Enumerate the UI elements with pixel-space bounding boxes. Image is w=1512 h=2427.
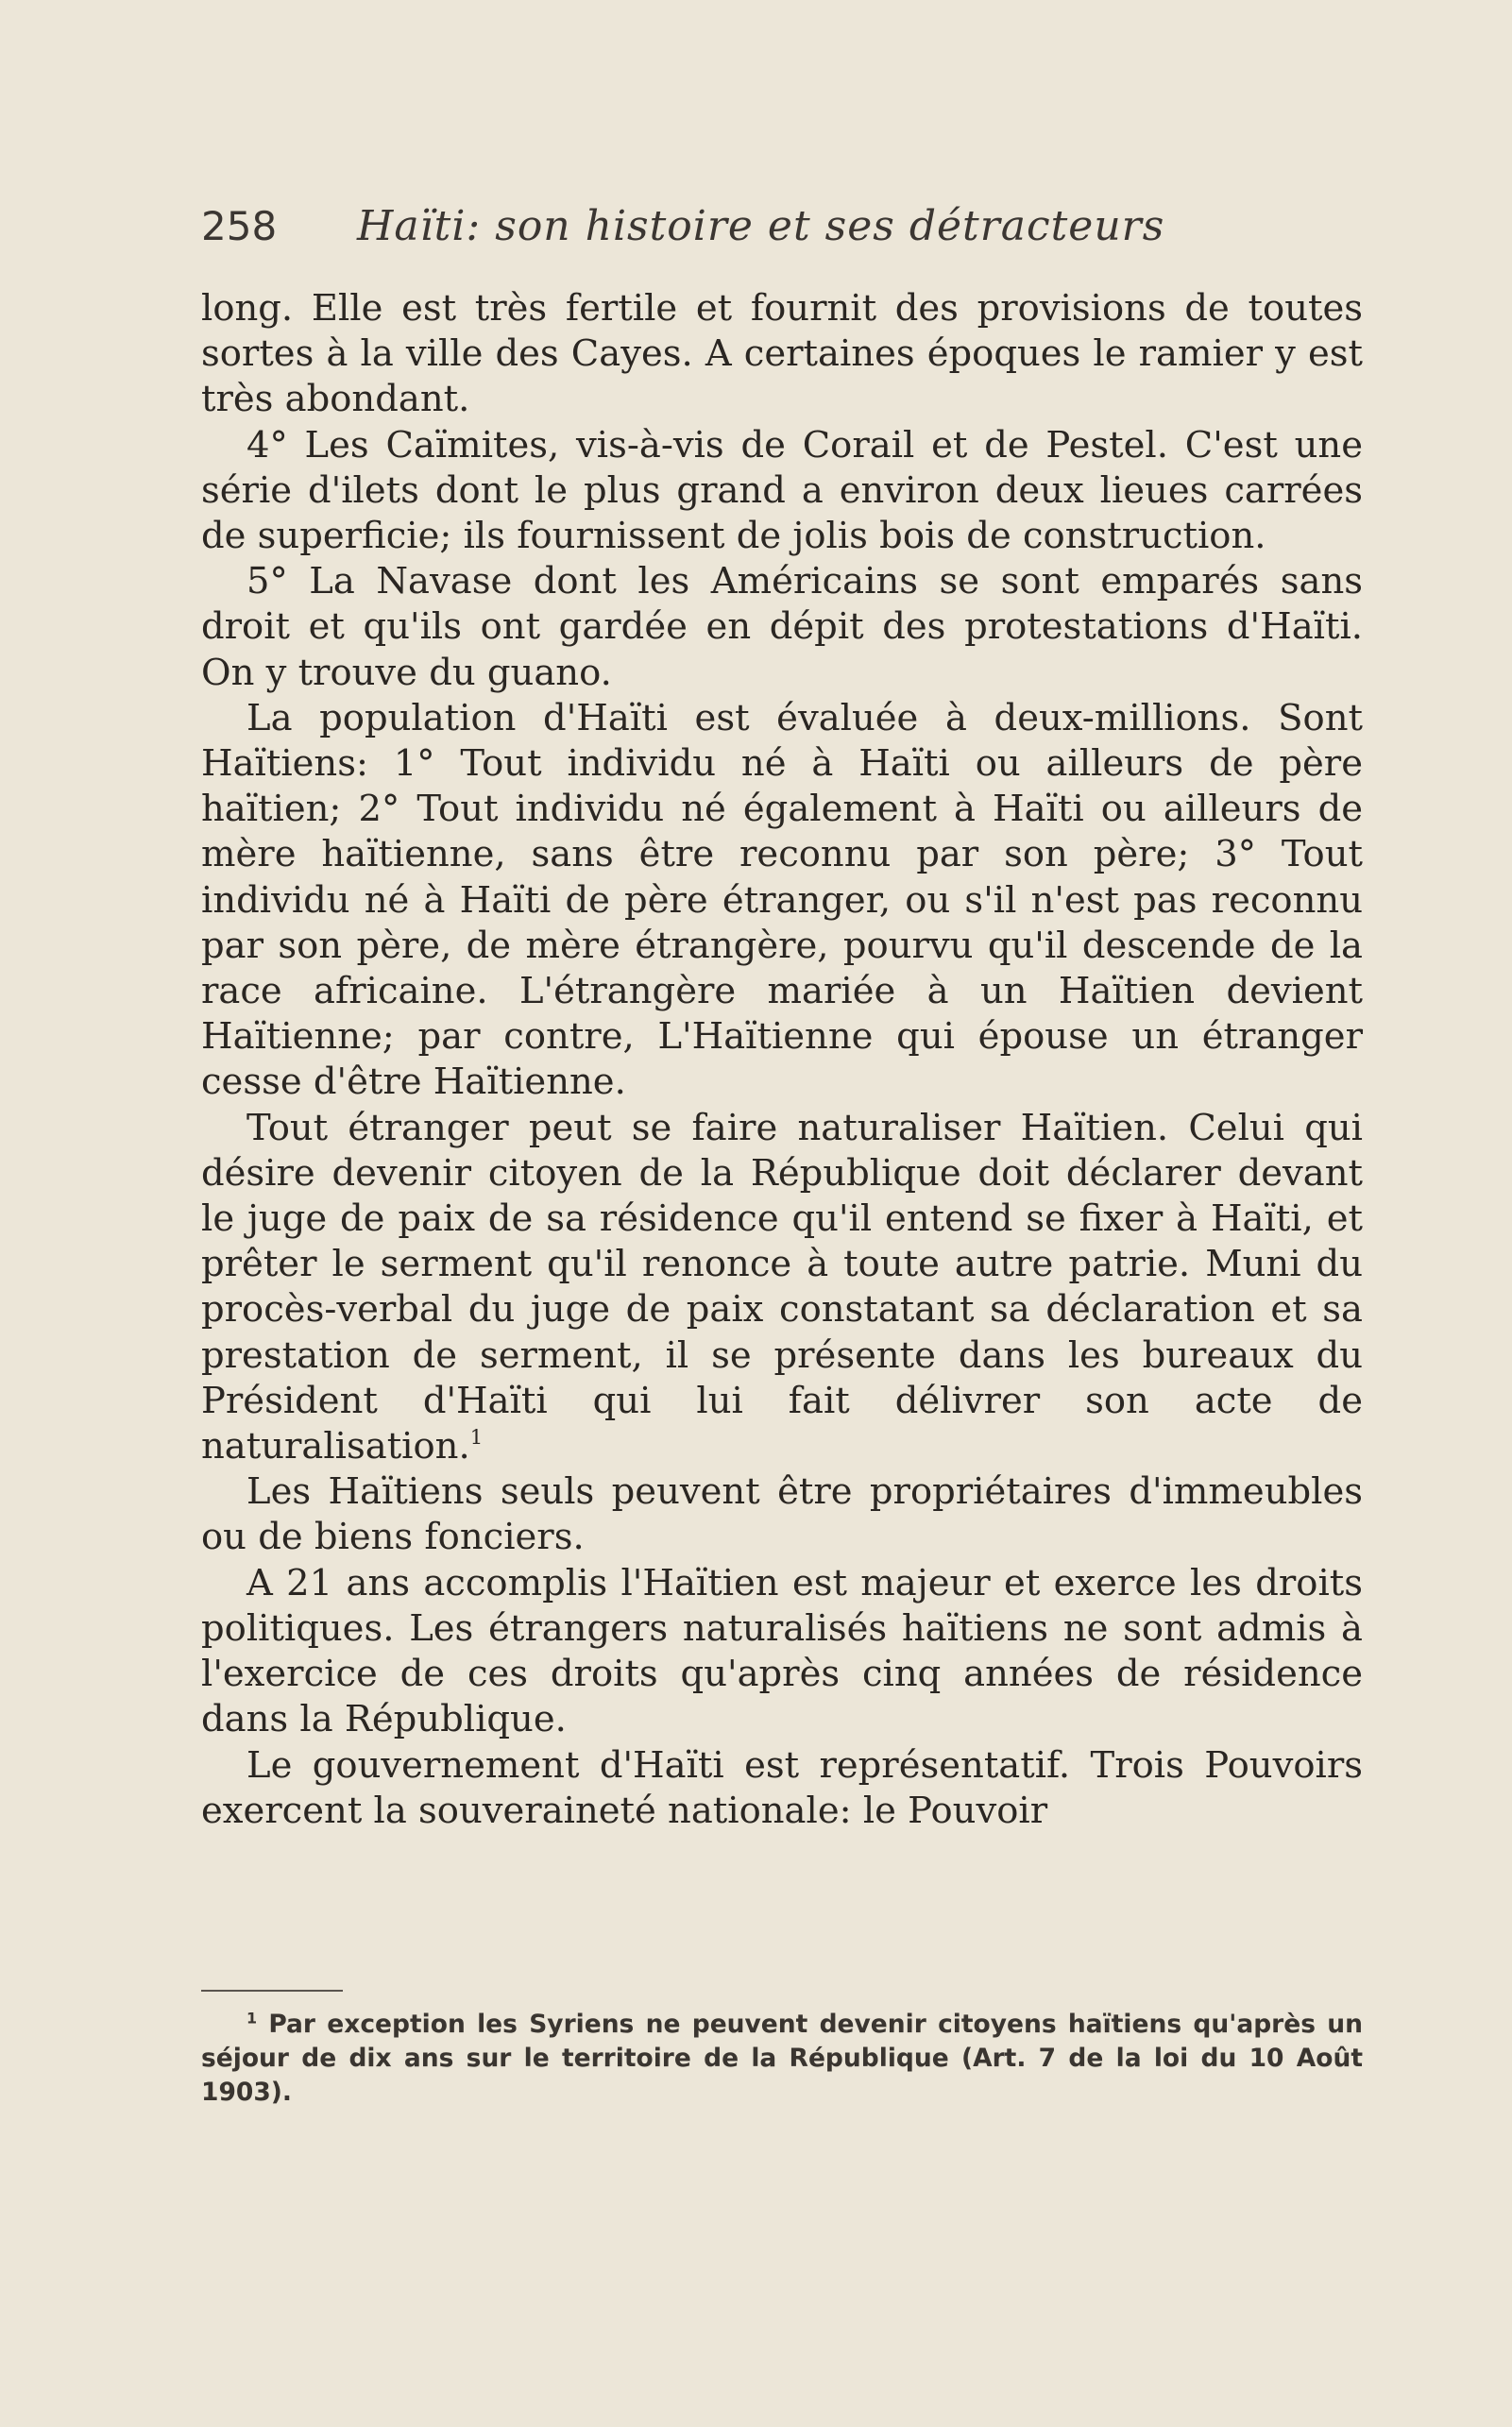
footnote-marker: 1 (246, 2009, 258, 2028)
paragraph-majority: A 21 ans accomplis l'Haïtien est majeur et exerce les droits politiques. Les étrangers naturalisés haïtiens ne sont admis à l'exercice de ces droits qu'après cinq années de résidence dans la République. (201, 1561, 1363, 1741)
page-header (201, 198, 1363, 255)
paragraph-caimites: 4° Les Caïmites, vis-à-vis de Corail et de Pestel. C'est une série d'ilets dont le plus grand a environ deux lieues carrées de superficie; ils fournissent de jolis bois de construction. (201, 423, 1363, 558)
footnote-divider (201, 1990, 343, 1992)
footnote (201, 2008, 1363, 2110)
footnote-reference: 1 (469, 1425, 484, 1450)
page-number: 258 (201, 203, 278, 249)
paragraph-naturalisation (201, 1106, 1363, 1470)
paragraph-property: Les Haïtiens seuls peuvent être propriétaires d'immeubles ou de biens fonciers. (201, 1470, 1363, 1559)
running-title: Haïti: son histoire et ses détracteurs (357, 202, 1165, 250)
paragraph-navase: 5° La Navase dont les Américains se sont emparés sans droit et qu'ils ont gardée en dépit des protestations d'Haïti. On y trouve du guano. (201, 560, 1363, 694)
paragraph-government: Le gouvernement d'Haïti est représentatif. Trois Pouvoirs exercent la souveraineté nationale: le Pouvoir (201, 1743, 1363, 1832)
footnote-paragraph (201, 2008, 1363, 2110)
paragraph-naturalisation-text: Tout étranger peut se faire naturaliser Haïtien. Celui qui désire devenir citoyen de la République doit déclarer devant le juge de paix de sa résidence qu'il entend se fixer à Haïti, et prêter le serment qu'il renonce à toute autre patrie. Muni du procès-verbal du juge de paix constatant sa déclaration et sa prestation de serment, il se présente dans les bureaux du Président d'Haïti qui lui fait délivrer son acte de naturalisation. (201, 1106, 1363, 1468)
footnote-text: Par exception les Syriens ne peuvent devenir citoyens haïtiens qu'après un séjour de dix ans sur le territoire de la République (Art. 7 de la loi du 10 Août 1903). (201, 2010, 1363, 2107)
paragraph-population: La population d'Haïti est évaluée à deux-millions. Sont Haïtiens: 1° Tout individu né à Haïti ou ailleurs de père haïtien; 2° Tout individu né également à Haïti ou ailleurs de mère haïtienne, sans être reconnu par son père; 3° Tout individu né à Haïti de père étranger, ou s'il n'est pas reconnu par son père, de mère étrangère, pourvu qu'il descende de la race africaine. L'étrangère mariée à un Haïtien devient Haïtienne; par contre, L'Haïtienne qui épouse un étranger cesse d'être Haïtienne. (201, 696, 1363, 1104)
paragraph-continuation: long. Elle est très fertile et fournit des provisions de toutes sortes à la ville des Cayes. A certaines époques le ramier y est très abondant. (201, 287, 1363, 421)
body-text (201, 286, 1363, 1834)
